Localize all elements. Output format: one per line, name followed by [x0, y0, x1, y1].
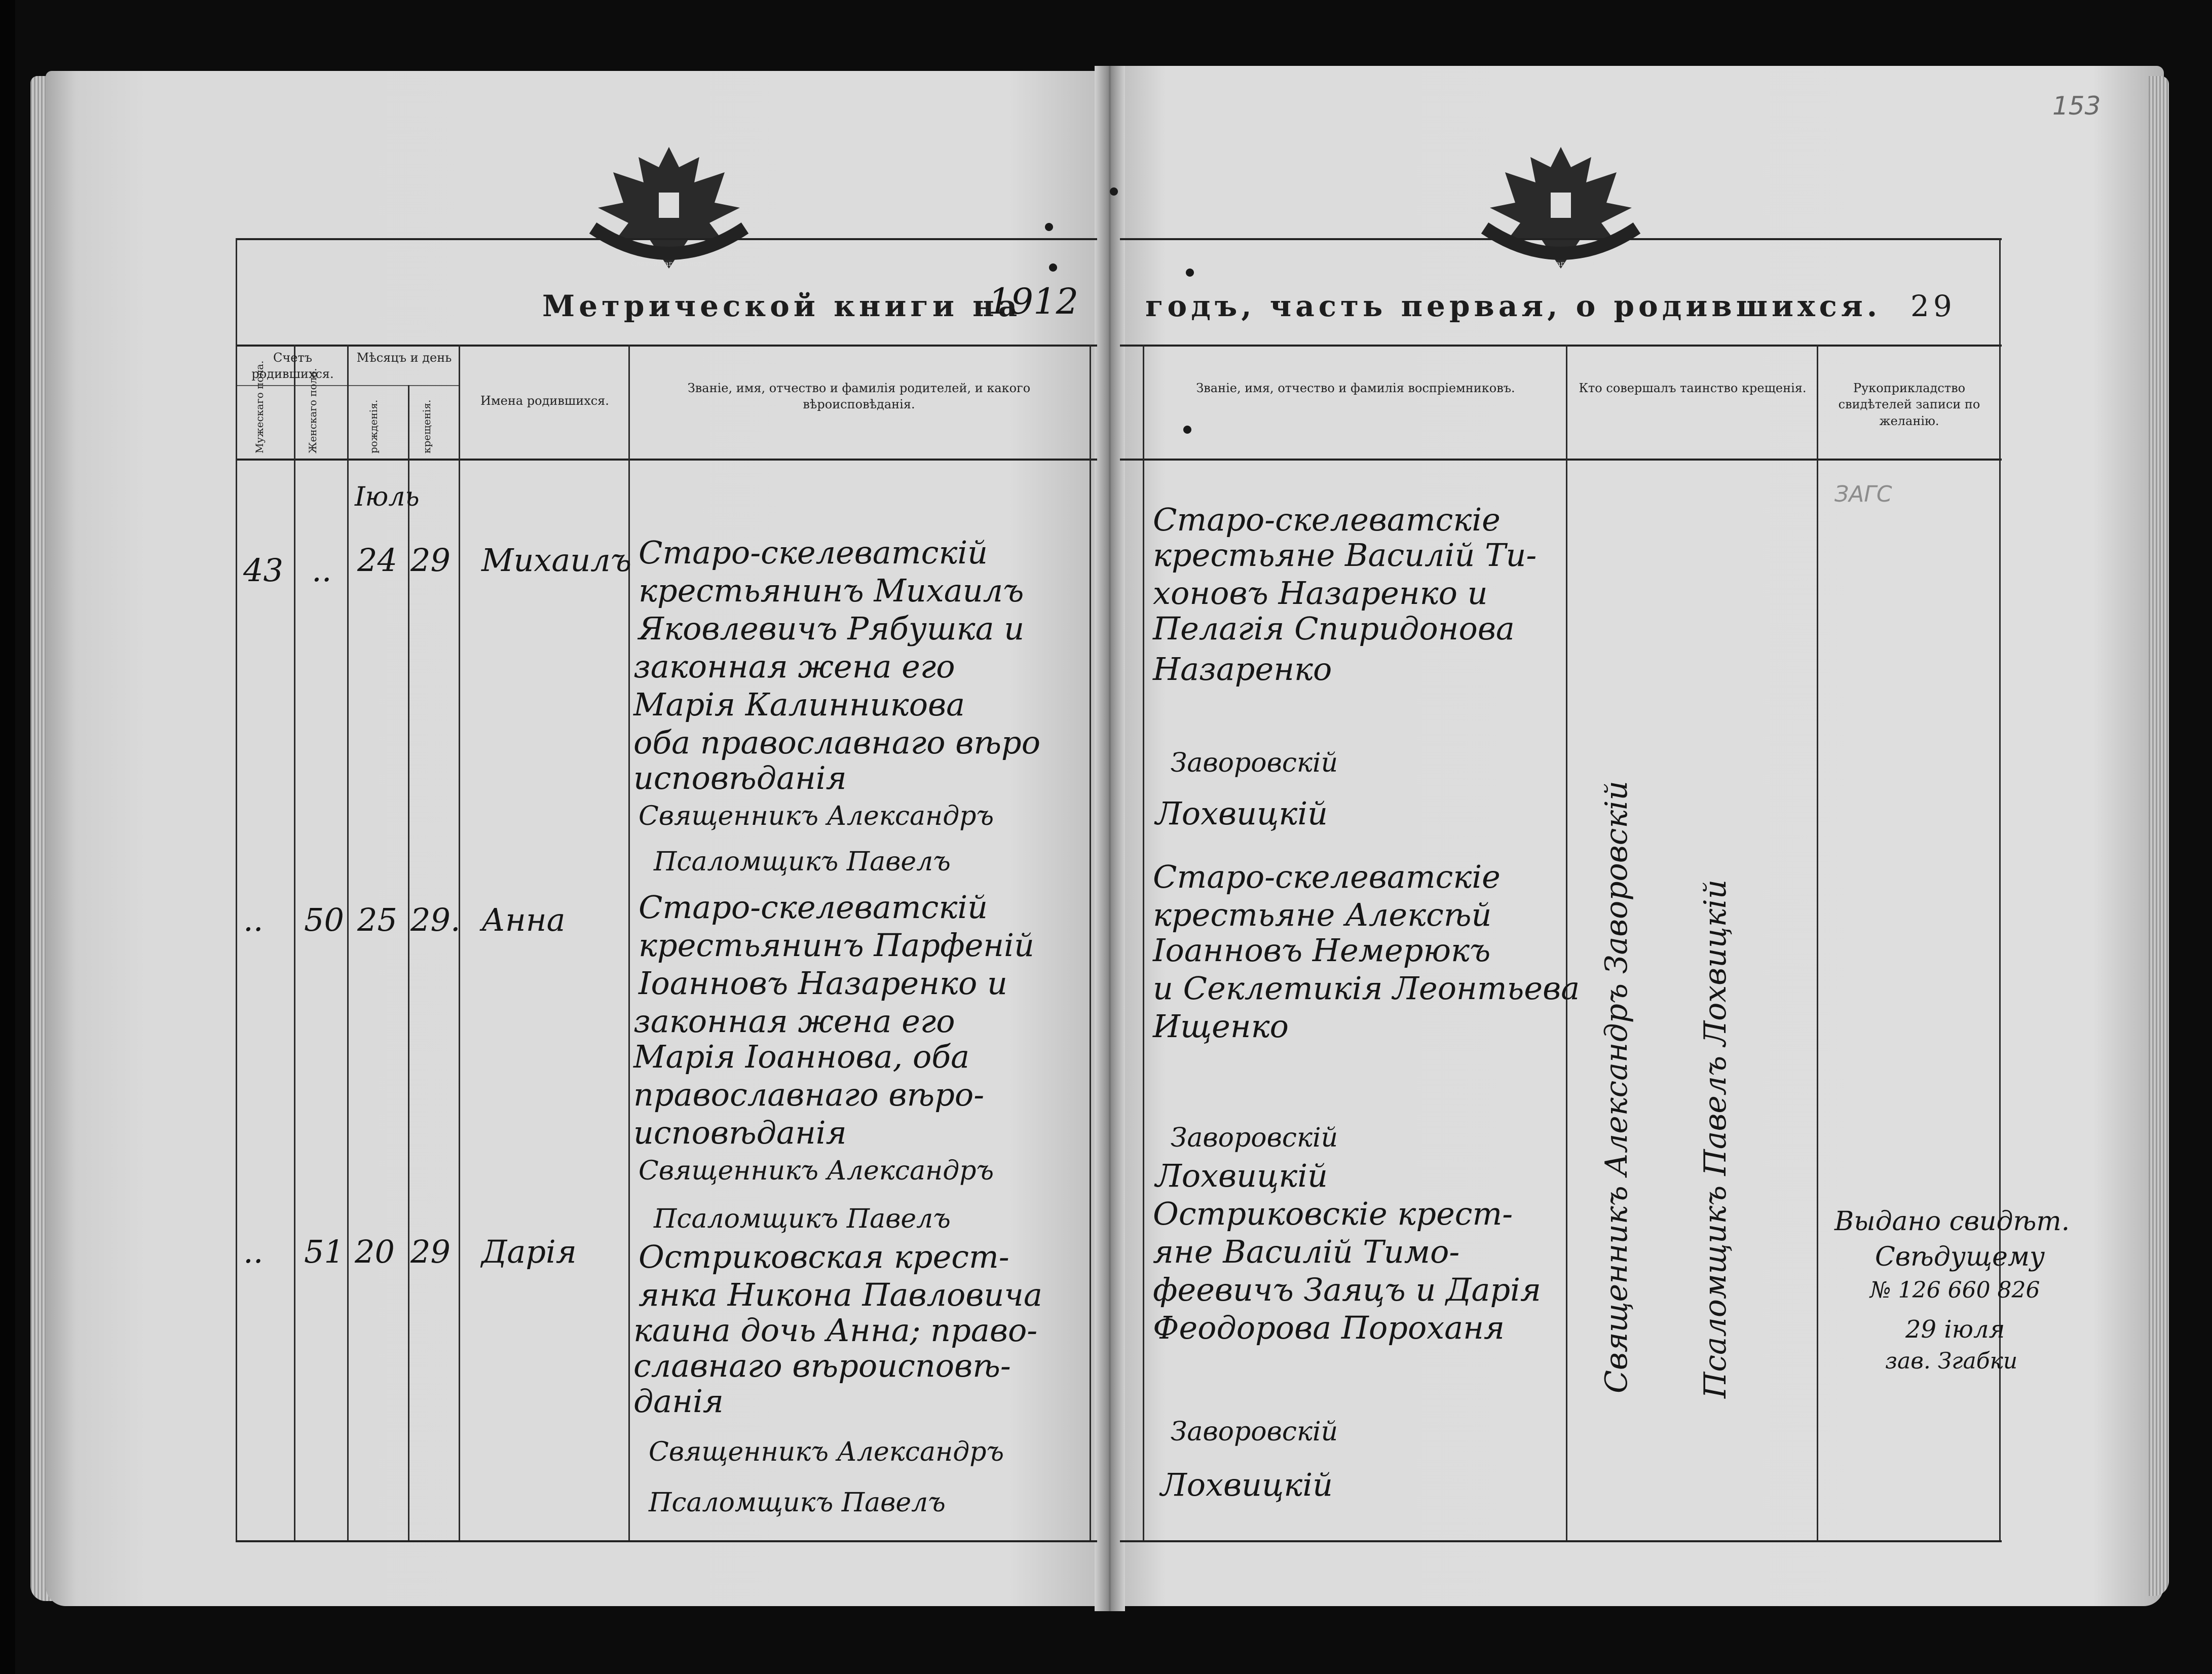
title-left: Метрической книги на: [542, 289, 1022, 323]
entry-godparents-line: и Секлетикія Леонтьева: [1153, 970, 1580, 1007]
table-header-top-rule: [236, 345, 1097, 347]
table-header-bottom-rule: [1120, 459, 2002, 461]
entry-child-name: Дарія: [481, 1233, 577, 1270]
entry-godparents-line: Назаренко: [1153, 651, 1332, 688]
column-rule: [236, 238, 237, 1540]
witness-note-line: № 126 660 826: [1870, 1277, 2040, 1303]
entry-godparents-line: Пелагія Спиридонова: [1153, 610, 1515, 647]
register-year: 1912: [988, 281, 1079, 322]
emblem-ribbon-text: Святейшаго Синода: [1523, 260, 1599, 268]
names-header: Имена родившихся.: [480, 394, 609, 408]
entry-female-count: ..: [312, 552, 332, 589]
entry-female-count: 50: [304, 901, 344, 938]
entry-parents-line: крестьянинъ Михаилъ: [639, 572, 1024, 609]
entry-parents-line: каина дочь Анна; право-: [633, 1312, 1038, 1349]
entry-godparents-line: Остриковскіе крест-: [1153, 1195, 1513, 1232]
entry-clergy-signature: Псаломщикъ Павелъ: [649, 1488, 946, 1518]
column-rule: [347, 345, 349, 1540]
table-bottom-rule: [236, 1540, 1097, 1542]
entry-godparents-line: Старо-скелеватскіе: [1153, 501, 1501, 538]
column-rule: [628, 345, 630, 1540]
imperial-eagle-left-icon: [573, 137, 765, 289]
female-header: Женскаго пола.: [307, 368, 319, 453]
month-day-header: Мѣсяцъ и день: [356, 351, 452, 365]
witness-note-line: 29 іюля: [1905, 1315, 2005, 1344]
entry-parents-line: Яковлевичъ Рябушка и: [639, 610, 1025, 647]
entry-godparents-line: Ищенко: [1153, 1008, 1289, 1045]
entry-godparents-line: феевичъ Заяцъ и Дарія: [1153, 1271, 1542, 1308]
entry-child-name: Анна: [481, 901, 566, 938]
emblem-ribbon-text: Святейшаго Синода: [631, 260, 707, 268]
page-number: 29: [1910, 289, 1956, 323]
scan-shadow: [0, 0, 15, 1674]
table-header-top-rule: [1120, 345, 2002, 347]
entry-female-count: 51: [304, 1233, 344, 1270]
entry-godparents-line: хоновъ Назаренко и: [1153, 575, 1488, 612]
priest-signature-vertical: Священникъ Александръ Заворовскій: [1599, 781, 1634, 1393]
binding-hole: [1045, 223, 1053, 231]
title-right: годъ, часть первая, о родившихся.: [1145, 289, 1882, 323]
entry-parents-line: Марія Іоаннова, оба: [633, 1038, 970, 1075]
count-header: Счетъ родившихся.: [251, 351, 334, 382]
table-top-rule: [236, 238, 1097, 240]
entry-baptism-day: 29: [410, 542, 451, 579]
priest-header: Кто совершалъ таинство крещенія.: [1579, 381, 1807, 395]
parents-header: Званіе, имя, отчество и фамилія родителей, и какого вѣроисповѣданія.: [687, 381, 1031, 412]
entry-godparents-line: яне Василій Тимо-: [1153, 1233, 1460, 1270]
table-bottom-rule: [1120, 1540, 2002, 1542]
entry-baptism-day: 29: [410, 1233, 451, 1270]
column-rule: [1566, 345, 1567, 1540]
entry-godparents-line: Іоанновъ Немерюкъ: [1153, 932, 1491, 969]
entry-parents-line: Марія Калинникова: [633, 686, 965, 723]
entry-baptism-day: 29.: [410, 901, 461, 938]
male-header: Мужескаго пола.: [253, 360, 266, 453]
column-rule: [1817, 345, 1818, 1540]
entry-parents-line: Іоанновъ Назаренко и: [639, 965, 1007, 1002]
entry-parents-line: славнаго вѣроисповѣ-: [633, 1347, 1011, 1384]
entry-godparents-line: крестьяне Алексѣй: [1153, 896, 1492, 933]
book-gutter: [1095, 66, 1125, 1611]
binding-hole: [1186, 269, 1194, 277]
entry-parents-line: исповѣданія: [633, 1114, 847, 1151]
entry-godparents-line: крестьяне Василій Ти-: [1153, 537, 1537, 574]
entry-birth-day: 25: [357, 901, 397, 938]
entry-birth-day: 20: [355, 1233, 395, 1270]
entry-clergy-signature: Священникъ Александръ: [639, 801, 994, 831]
table-top-rule: [1120, 238, 2002, 240]
entry-parents-line: исповѣданія: [633, 759, 847, 796]
entry-godparent-signature: Лохвицкій: [1160, 1466, 1333, 1503]
entry-godparent-signature: Заворовскій: [1171, 1123, 1338, 1153]
entry-clergy-signature: Псаломщикъ Павелъ: [654, 847, 951, 877]
pencil-note: ЗАГС: [1834, 481, 1892, 507]
binding-hole: [1110, 187, 1118, 196]
entry-child-name: Михаилъ: [481, 542, 632, 579]
column-rule: [294, 345, 295, 1540]
column-rule: [408, 385, 409, 1540]
baptism-header: крещенія.: [421, 399, 433, 453]
entry-parents-line: оба православнаго вѣро: [633, 724, 1041, 761]
witness-note-line: зав. Згабки: [1885, 1348, 2018, 1374]
column-rule: [459, 345, 460, 1540]
entry-male-count: ..: [243, 901, 264, 938]
entry-parents-line: православнаго вѣро-: [633, 1076, 985, 1113]
witness-note-line: Свѣдущему: [1875, 1242, 2045, 1272]
entry-parents-line: Старо-скелеватскій: [639, 534, 988, 571]
entry-parents-line: крестьянинъ Парфеній: [639, 927, 1034, 964]
column-rule: [1143, 345, 1144, 1540]
entry-male-count: 43: [243, 552, 283, 589]
entry-godparent-signature: Лохвицкій: [1155, 795, 1328, 832]
psalmist-signature-vertical: Псаломщикъ Павелъ Лохвицкій: [1698, 879, 1733, 1398]
column-rule: [1090, 345, 1091, 1540]
entry-clergy-signature: Священникъ Александръ: [639, 1156, 994, 1186]
binding-hole: [1183, 426, 1191, 434]
entry-birth-day: 24: [357, 542, 397, 579]
entry-parents-line: Старо-скелеватскій: [639, 889, 988, 926]
entry-clergy-signature: Псаломщикъ Павелъ: [654, 1204, 951, 1234]
binding-hole: [1049, 263, 1057, 272]
birth-header: рожденія.: [367, 399, 380, 453]
entry-godparent-signature: Заворовскій: [1171, 748, 1338, 778]
entry-male-count: ..: [243, 1233, 264, 1270]
folio-number: 153: [2052, 91, 2101, 121]
entry-godparents-line: Феодорова Пороханя: [1153, 1309, 1505, 1346]
entry-parents-line: Остриковская крест-: [639, 1238, 1009, 1275]
imperial-eagle-right-icon: [1465, 137, 1657, 289]
right-page-edges: [2149, 76, 2169, 1596]
entry-parents-line: данія: [633, 1383, 724, 1420]
entry-godparent-signature: Заворовскій: [1171, 1417, 1338, 1447]
column-rule: [1999, 238, 2001, 1540]
entry-parents-line: янка Никона Павловича: [639, 1276, 1042, 1313]
table-header-bottom-rule: [236, 459, 1097, 461]
entry-clergy-signature: Священникъ Александръ: [649, 1437, 1004, 1467]
entry-godparent-signature: Лохвицкій: [1155, 1157, 1328, 1194]
witness-note-line: Выдано свидѣт.: [1834, 1206, 2070, 1237]
witness-header: Рукоприкладство свидѣтелей записи по желанію.: [1838, 381, 1980, 428]
entry-month: Іюль: [355, 482, 420, 512]
entry-godparents-line: Старо-скелеватскіе: [1153, 858, 1501, 895]
entry-parents-line: законная жена его: [633, 1003, 955, 1040]
entry-parents-line: законная жена его: [633, 648, 955, 685]
godparents-header: Званіе, имя, отчество и фамилія воспріемниковъ.: [1196, 381, 1515, 395]
